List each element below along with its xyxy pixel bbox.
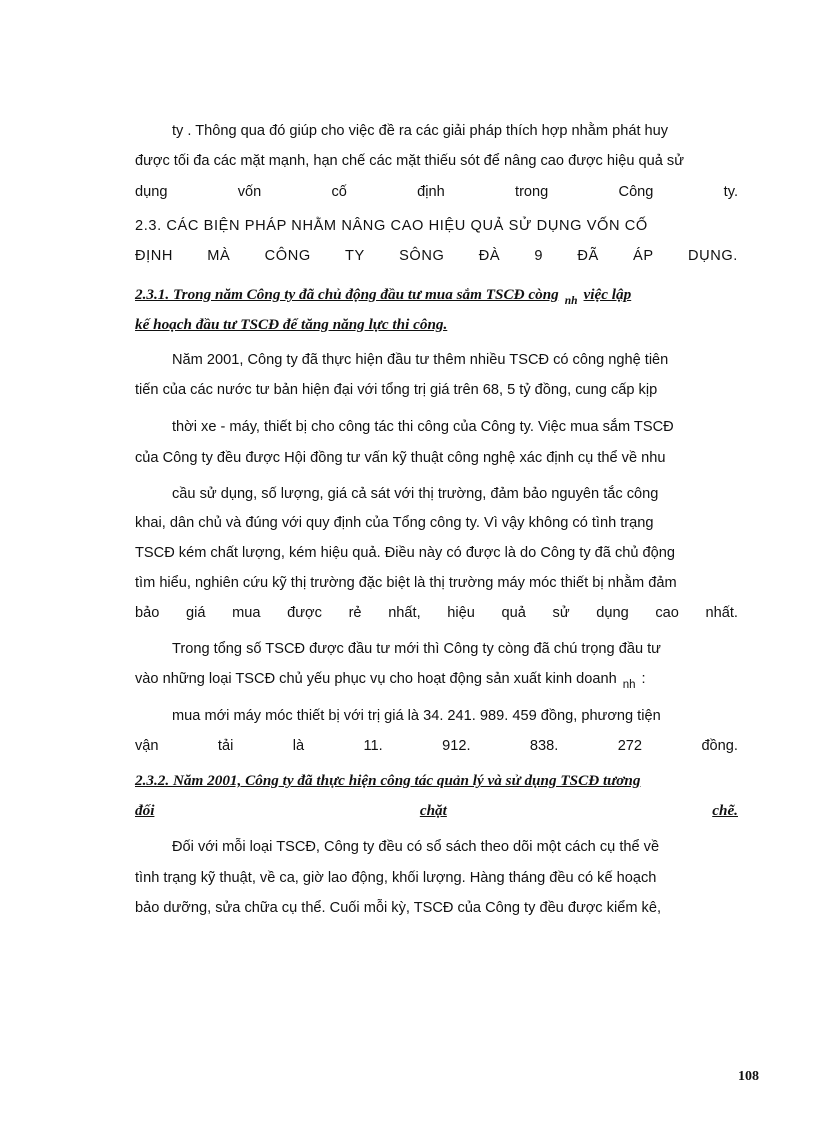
subsection-heading-line-justified xyxy=(135,801,738,821)
paragraph-line: Đối với mỗi loại TSCĐ, Công ty đều có sổ sách theo dõi một cách cụ thể về xyxy=(172,839,660,855)
word: hiệu xyxy=(447,605,475,621)
paragraph-line: được tối đa các mặt mạnh, hạn chế các mặt thiếu sót để nâng cao được hiệu quả sử xyxy=(135,153,684,169)
word: dụng xyxy=(596,605,629,621)
word: chẽ. xyxy=(712,802,738,819)
word: giá xyxy=(186,605,206,621)
heading-text: việc lập xyxy=(583,286,632,303)
word: được xyxy=(287,605,322,621)
subsection-heading-line xyxy=(135,285,738,305)
heading-text: 2.3.1. Trong năm Công ty đã chủ động đầu tư mua sắm TSCĐ còng xyxy=(135,286,559,303)
word: ĐÀ xyxy=(478,248,501,264)
word: vận xyxy=(135,738,159,754)
word: định xyxy=(417,184,445,200)
word: quả xyxy=(501,605,526,621)
word: 912. xyxy=(442,738,471,754)
paragraph-line-justified xyxy=(135,182,738,202)
word: ĐỊNH xyxy=(135,248,174,264)
word: chặt xyxy=(419,802,447,819)
word: MÀ xyxy=(207,248,231,264)
word: tải xyxy=(217,738,234,754)
word: nhất. xyxy=(705,605,738,621)
word: trong xyxy=(515,184,549,200)
subsection-heading-line: kế hoạch đầu tư TSCĐ để tăng năng lực thi công. xyxy=(135,316,448,333)
word: Công xyxy=(618,184,654,200)
section-heading-line xyxy=(135,246,738,266)
word: mua xyxy=(232,605,261,621)
paragraph-line: thời xe - máy, thiết bị cho công tác thi công của Công ty. Việc mua sắm TSCĐ xyxy=(172,419,674,435)
word: đồng. xyxy=(701,738,738,754)
paragraph-line: tìm hiểu, nghiên cứu kỹ thị trường đặc biệt là thị trường máy móc thiết bị nhằm đảm xyxy=(135,575,677,591)
word: rẻ xyxy=(348,605,362,621)
paragraph-line: bảo dưỡng, sửa chữa cụ thể. Cuối mỗi kỳ, TSCĐ của Công ty đều được kiểm kê, xyxy=(135,900,661,916)
paragraph-line-justified xyxy=(135,603,738,623)
paragraph-line: mua mới máy móc thiết bị với trị giá là 34. 241. 989. 459 đồng, phương tiện xyxy=(172,708,661,724)
word: sử xyxy=(552,605,570,621)
word: ty. xyxy=(723,184,738,200)
line-text: : xyxy=(641,671,646,687)
word: TY xyxy=(345,248,365,264)
word: vốn xyxy=(237,184,262,200)
word: là xyxy=(292,738,305,754)
word: DỤNG. xyxy=(687,248,738,264)
word: 9 xyxy=(534,248,544,264)
word: 838. xyxy=(529,738,559,754)
word: dụng xyxy=(135,184,168,200)
paragraph-line: Trong tổng số TSCĐ được đầu tư mới thì Công ty còng đã chú trọng đầu tư xyxy=(172,641,661,657)
paragraph-line-justified xyxy=(135,736,738,756)
paragraph-line: ty . Thông qua đó giúp cho việc đề ra các giải pháp thích hợp nhằm phát huy xyxy=(172,123,669,139)
paragraph-line: tình trạng kỹ thuật, về ca, giờ lao động, khối lượng. Hàng tháng đều có kế hoạch xyxy=(135,870,657,886)
section-heading-line: 2.3. CÁC BIỆN PHÁP NHẰM NÂNG CAO HIỆU QUẢ SỬ DỤNG VỐN CỐ xyxy=(135,218,648,234)
paragraph-line: TSCĐ kém chất lượng, kém hiệu quả. Điều này có được là do Công ty đã chủ động xyxy=(135,545,676,561)
word: 272 xyxy=(617,738,643,754)
paragraph-line: Năm 2001, Công ty đã thực hiện đầu tư thêm nhiều TSCĐ có công nghệ tiên xyxy=(172,352,669,368)
paragraph-line: tiến của các nước tư bản hiện đại với tổng trị giá trên 68, 5 tỷ đồng, cung cấp kịp xyxy=(135,382,658,398)
word: nhất, xyxy=(388,605,421,621)
word: cố xyxy=(331,184,347,200)
word: ÁP xyxy=(633,248,654,264)
page-number: 108 xyxy=(738,1069,759,1084)
stray-subscript: nh xyxy=(564,295,578,307)
word: cao xyxy=(655,605,679,621)
word: ĐÃ xyxy=(577,248,599,264)
subsection-heading-line: 2.3.2. Năm 2001, Công ty đã thực hiện công tác quản lý và sử dụng TSCĐ tương xyxy=(135,772,641,789)
paragraph-line: của Công ty đều được Hội đồng tư vấn kỹ thuật công nghệ xác định cụ thể về nhu xyxy=(135,450,666,466)
word: SÔNG xyxy=(399,248,445,264)
line-text: vào những loại TSCĐ chủ yếu phục vụ cho hoạt động sản xuất kinh doanh xyxy=(135,671,617,687)
paragraph-line: khai, dân chủ và đúng với quy định của Tổng công ty. Vì vậy không có tình trạng xyxy=(135,515,654,531)
word: đối xyxy=(135,802,155,819)
paragraph-line xyxy=(135,669,738,689)
word: 11. xyxy=(363,738,383,754)
word: CÔNG xyxy=(264,248,311,264)
paragraph-line: cầu sử dụng, số lượng, giá cả sát với thị trường, đảm bảo nguyên tắc công xyxy=(172,486,659,502)
word: bảo xyxy=(135,605,160,621)
stray-subscript: nh xyxy=(622,679,636,691)
